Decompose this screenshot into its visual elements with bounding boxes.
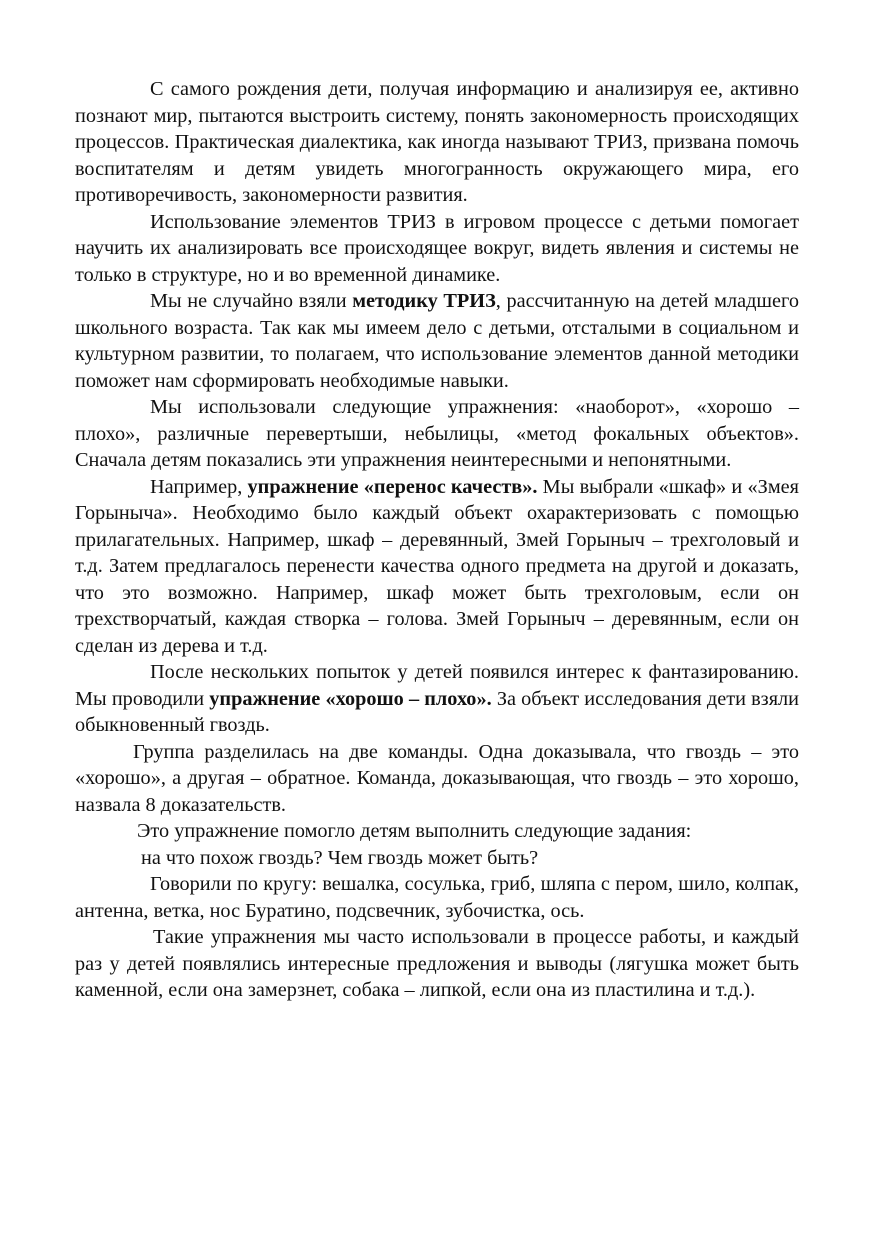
document-page bbox=[75, 76, 799, 1004]
bold-emphasis: упражнение «хорошо – плохо». bbox=[209, 687, 492, 710]
paragraph-p1 bbox=[75, 76, 799, 209]
text-run: на что похож гвоздь? Чем гвоздь может быть? bbox=[141, 846, 539, 869]
paragraph-p8 bbox=[75, 818, 799, 845]
paragraph-p3 bbox=[75, 288, 799, 394]
text-run: , рассчитанную на детей младшего школьного возраста. Так как мы имеем дело с детьми, отсталыми в социальном и культурном развитии, то полагаем, что использование элементов данной методики поможет нам сформировать необходимые навыки. bbox=[75, 290, 799, 392]
text-run: Использование элементов ТРИЗ в игровом процессе с детьми помогает научить их анализировать все происходящее вокруг, видеть явления и системы не только в структуре, но и во временной динамике. bbox=[75, 210, 799, 286]
text-run: За объект исследования дети взяли обыкновенный гвоздь. bbox=[75, 687, 799, 736]
paragraph-p2 bbox=[75, 209, 799, 289]
paragraph-p4 bbox=[75, 394, 799, 474]
text-run: После нескольких попыток у детей появился интерес к фантазированию. Мы проводили bbox=[75, 661, 799, 710]
bold-emphasis: упражнение «перенос качеств». bbox=[247, 475, 538, 498]
text-run: Мы выбрали «шкаф» и «Змея Горыныча». Необходимо было каждый объект охарактеризовать с помощью прилагательных. Например, шкаф – деревянный, Змей Горыныч – трехголовый и т.д. Затем предлагалось перенести качества одного предмета на другой и доказать, что это возможно. Например, шкаф может быть трехголовым, если он трехстворчатый, каждая створка – голова. Змей Горыныч – деревянным, если он сделан из дерева и т.д. bbox=[75, 475, 799, 657]
paragraph-p7 bbox=[75, 739, 799, 819]
paragraph-p5 bbox=[75, 474, 799, 660]
text-run: Мы использовали следующие упражнения: «наоборот», «хорошо – плохо», различные перевертыши, небылицы, «метод фокальных объектов». Сначала детям показались эти упражнения неинтересными и непонятными. bbox=[75, 396, 799, 471]
text-run: Группа разделилась на две команды. Одна доказывала, что гвоздь – это «хорошо», а другая – обратное. Команда, доказывающая, что гвоздь – это хорошо, назвала 8 доказательств. bbox=[75, 740, 799, 816]
text-run: Например, bbox=[150, 475, 248, 498]
paragraph-p6 bbox=[75, 659, 799, 739]
paragraph-p11 bbox=[75, 924, 799, 1004]
text-run: Мы не случайно взяли bbox=[150, 290, 353, 312]
text-run: Такие упражнения мы часто использовали в процессе работы, и каждый раз у детей появлялись интересные предложения и выводы (лягушка может быть каменной, если она замерзнет, собака – липкой, если она из пластилина и т.д.). bbox=[75, 926, 799, 1001]
bold-emphasis: методику ТРИЗ bbox=[352, 290, 496, 312]
text-run: Это упражнение помогло детям выполнить следующие задания: bbox=[137, 820, 692, 842]
paragraph-p10 bbox=[75, 871, 799, 924]
paragraph-p9 bbox=[75, 845, 799, 872]
text-run: Говорили по кругу: вешалка, сосулька, гриб, шляпа с пером, шило, колпак, антенна, ветка, нос Буратино, подсвечник, зубочистка, ось. bbox=[75, 873, 799, 922]
text-run: С самого рождения дети, получая информацию и анализируя ее, активно познают мир, пытаются выстроить систему, понять закономерность происходящих процессов. Практическая диалектика, как иногда называют ТРИЗ, призвана помочь воспитателям и детям увидеть многогранность окружающего мира, его противоречивость, закономерности развития. bbox=[75, 78, 799, 206]
